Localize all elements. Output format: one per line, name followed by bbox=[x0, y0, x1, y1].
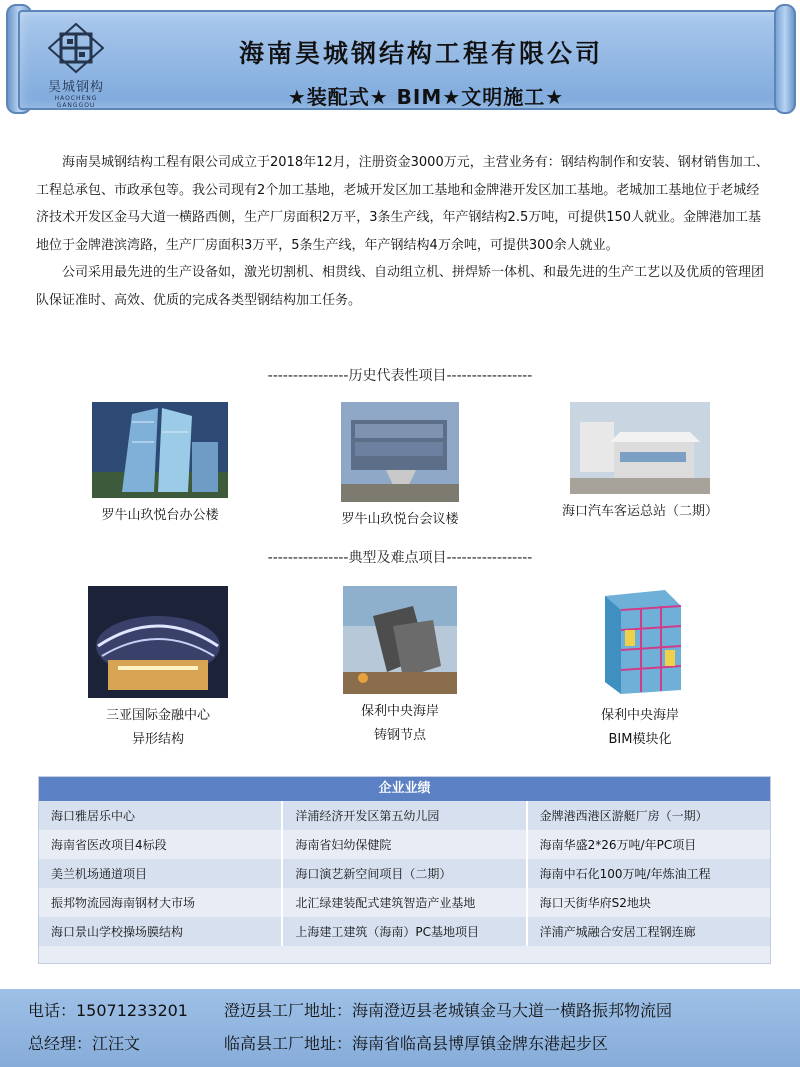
contact-footer bbox=[0, 989, 800, 1067]
office-building-photo bbox=[92, 402, 228, 498]
company-title: 海南昊城钢结构工程有限公司 bbox=[238, 39, 603, 68]
typical-project-2-line1: 保利中央海岸 bbox=[360, 704, 439, 719]
table-cell: 金牌港西港区游艇厂房（一期） bbox=[528, 801, 770, 830]
cast-steel-node-photo bbox=[343, 586, 457, 694]
table-cell: 洋浦经济开发区第五幼儿园 bbox=[283, 801, 527, 830]
table-cell: 海南省医改项目4标段 bbox=[39, 830, 283, 859]
history-heading: ----------------历史代表性项目----------------- bbox=[267, 368, 533, 384]
history-project-2-caption: 罗牛山玖悦台会议楼 bbox=[341, 512, 459, 527]
table-cell: 美兰机场通道项目 bbox=[39, 859, 283, 888]
logo-name: 昊城钢构 bbox=[47, 80, 104, 95]
bus-station-photo bbox=[570, 402, 710, 494]
lingao-factory-address: 临高县工厂地址：海南省临高县博厚镇金牌东港起步区 bbox=[224, 1034, 609, 1053]
table-row bbox=[39, 859, 770, 888]
table-cell: 北汇绿建装配式建筑智造产业基地 bbox=[283, 888, 527, 917]
table-cell: 洋浦产城融合安居工程钢连廊 bbox=[528, 917, 770, 946]
history-project-1-caption: 罗牛山玖悦台办公楼 bbox=[101, 508, 219, 523]
table-row bbox=[39, 917, 770, 946]
table-cell: 海口天街华府S2地块 bbox=[528, 888, 770, 917]
history-project-3 bbox=[530, 402, 750, 524]
chengmai-factory-address: 澄迈县工厂地址：海南澄迈县老城镇金马大道一横路振邦物流园 bbox=[224, 1001, 673, 1020]
typical-project-1-line2: 异形结构 bbox=[131, 732, 184, 747]
typical-project-3 bbox=[530, 586, 750, 752]
meeting-building-photo bbox=[341, 402, 459, 502]
table-row bbox=[39, 801, 770, 830]
table-cell: 海口雅居乐中心 bbox=[39, 801, 283, 830]
table-row bbox=[39, 830, 770, 859]
general-manager: 总经理：江汪文 bbox=[28, 1034, 141, 1053]
typical-project-3-line1: 保利中央海岸 bbox=[600, 708, 679, 723]
performance-rows bbox=[39, 801, 770, 946]
financial-center-photo bbox=[88, 586, 228, 698]
phone-number: 电话：15071233201 bbox=[28, 1001, 188, 1020]
table-cell: 海口景山学校操场膜结构 bbox=[39, 917, 283, 946]
intro-paragraph-1: 海南昊城钢结构工程有限公司成立于2018年12月，注册资金3000万元，主营业务有：钢结构制作和安装、钢材销售加工、工程总承包、市政承包等。我公司现有2个加工基地，老城开发区加工基地和金牌港开发区加工基地。老城加工基地位于老城经济技术开发区金马大道一横路西侧，生产厂房面积2万平，3条生产线，年产钢结构2.5万吨，可提供150人就业。金牌港加工基地位于金牌港滨湾路，生产厂房面积3万平，5条生产线，年产钢结构4万余吨，可提供300余人就业。 bbox=[36, 155, 769, 253]
logo-mark-icon bbox=[47, 22, 105, 74]
typical-project-3-line2: BIM模块化 bbox=[608, 732, 672, 747]
bim-model-image bbox=[585, 586, 695, 698]
typical-project-1 bbox=[48, 586, 268, 752]
header-banner bbox=[6, 4, 796, 112]
typical-project-1-line1: 三亚国际金融中心 bbox=[105, 708, 210, 723]
table-row bbox=[39, 888, 770, 917]
scroll-right-roll bbox=[774, 4, 796, 114]
typical-heading: ----------------典型及难点项目----------------- bbox=[267, 550, 533, 566]
performance-title: 企业业绩 bbox=[39, 777, 770, 801]
table-cell: 海南中石化100万吨/年炼油工程 bbox=[528, 859, 770, 888]
history-project-1 bbox=[60, 402, 260, 528]
performance-table bbox=[38, 776, 771, 964]
table-cell: 海口演艺新空间项目（二期） bbox=[283, 859, 527, 888]
company-intro bbox=[36, 149, 771, 315]
company-logo bbox=[36, 22, 116, 109]
typical-project-2 bbox=[290, 586, 510, 748]
history-project-3-caption: 海口汽车客运总站（二期） bbox=[561, 504, 718, 519]
table-cell: 上海建工建筑（海南）PC基地项目 bbox=[283, 917, 527, 946]
table-cell: 振邦物流园海南钢材大市场 bbox=[39, 888, 283, 917]
slogan: ★装配式★ BIM★文明施工★ bbox=[287, 85, 565, 109]
typical-project-2-line2: 铸钢节点 bbox=[373, 728, 426, 743]
history-project-2 bbox=[290, 402, 510, 532]
logo-subtitle: HAOCHENG GANGGOU bbox=[54, 95, 98, 109]
intro-paragraph-2: 公司采用最先进的生产设备如，激光切割机、相贯线、自动组立机、拼焊矫一体机、和最先进的生产工艺以及优质的管理团队保证准时、高效、优质的完成各类型钢结构加工任务。 bbox=[36, 265, 765, 308]
table-cell: 海南省妇幼保健院 bbox=[283, 830, 527, 859]
table-cell: 海南华盛2*26万吨/年PC项目 bbox=[528, 830, 770, 859]
